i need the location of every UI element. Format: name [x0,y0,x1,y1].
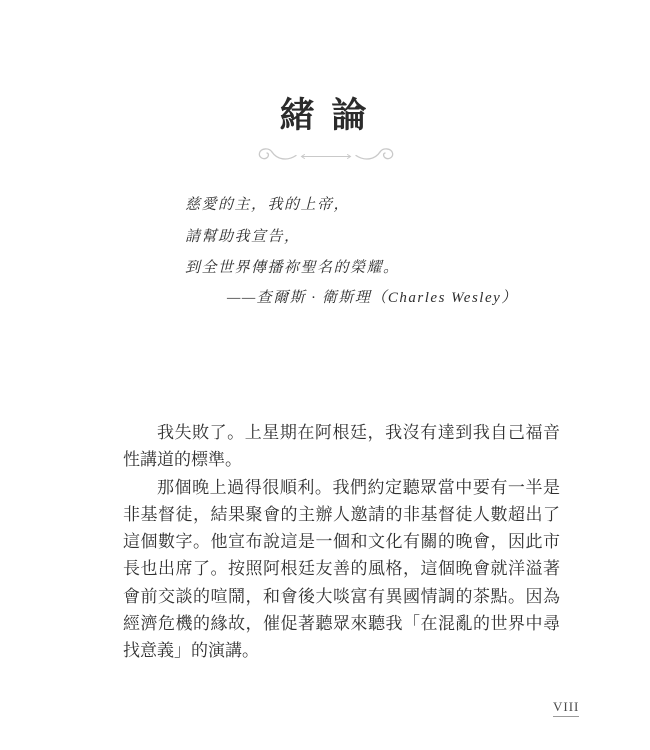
epigraph-attribution: ——查爾斯 · 衛斯理（Charles Wesley） [227,289,518,306]
epigraph-line: 慈愛的主，我的上帝， [185,197,351,213]
body-paragraph: 我失敗了。上星期在阿根廷，我沒有達到我自己福音性講道的標準。 [123,423,560,470]
page-title: 緒 論 [279,96,371,135]
epigraph-line: 到全世界傳播祢聖名的榮耀。 [185,260,400,276]
page-number: VIII [553,699,579,717]
body-text [123,419,560,665]
flourish-divider-icon [255,145,397,169]
epigraph-line: 請幫助我宣告， [185,228,301,245]
epigraph [185,190,585,314]
body-paragraph: 那個晚上過得很順利。我們約定聽眾當中要有一半是非基督徒，結果聚會的主辦人邀請的非基督徒人數超出了這個數字。他宣布說這是一個和文化有關的晚會，因此市長也出席了。按照阿根廷友善的風格，這個晚會就洋溢著會前交談的喧鬧，和會後大啖富有異國情調的茶點。因為經濟危機的緣故，催促著聽眾來聽我「在混亂的世界中尋找意義」的演講。 [123,477,560,661]
